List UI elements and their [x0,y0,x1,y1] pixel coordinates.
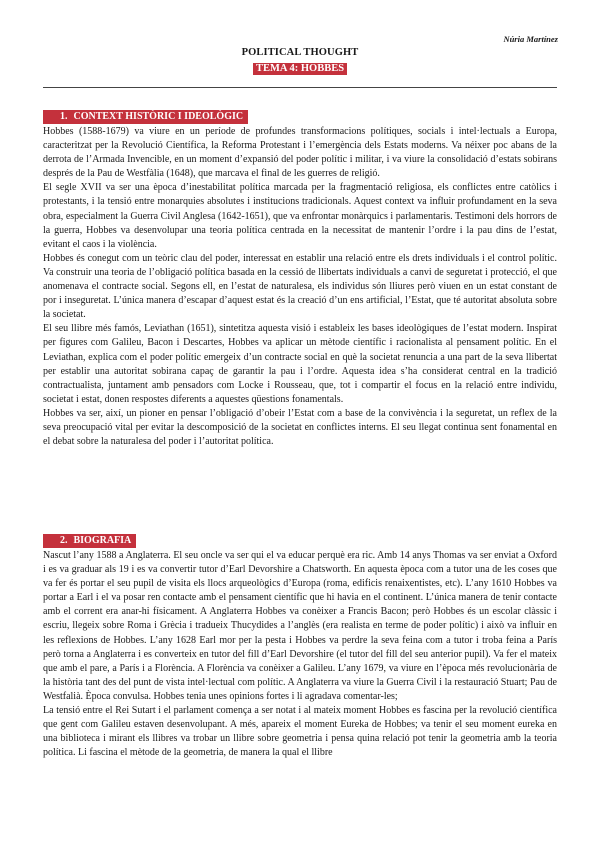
section-number: 2. [60,535,68,546]
header-divider [43,87,557,88]
document-header [0,47,600,76]
document-title: POLITICAL THOUGHT [241,47,359,58]
paragraph: Hobbes és conegut com un teòric clau del poder, interessat en establir una relació entre els drets individuals i el control polític. Va construir una teoria de l’obligació política basada en la cessió de llibertats individuals a canvi de seguretat i protecció, el que anomenava el contracte social. Segons ell, en l’estat de naturalesa, els individus són lliures però viuen en un estat constant de por i inseguretat. L’única manera d’escapar d’aquest estat és la creació d’un ens artificial, l’Estat, que té autoritat absoluta sobre la societat. [43,252,557,321]
author-name: Núria Martínez [503,34,558,44]
section-heading [43,534,136,548]
paragraph: Hobbes va ser, així, un pioner en pensar l’obligació d’obeir l’Estat com a base de la convivència i la seguretat, un reflex de la seva preocupació vital per evitar la descomposició de la societat en conflictes interns. El seu llegat continua sent fonamental en el debat sobre la naturalesa del poder i l’autoritat política. [43,407,557,448]
section-number: 1. [60,111,68,122]
section-title: BIOGRAFIA [73,535,132,546]
paragraph: Hobbes (1588-1679) va viure en un període de profundes transformacions polítiques, socials i intel·lectuals a Europa, caracteritzat per la Revolució Científica, la Reforma Protestant i l’emergència dels Estats moderns. Va néixer poc abans de la derrota de l’Armada Invencible, en un moment d’expansió del poder polític i militar, i va viure la consolidació d’estats sobirans després de la Pau de Westfàlia (1648), que marcava el final de les guerres de religió. [43,126,557,180]
paragraph: Nascut l’any 1588 a Anglaterra. El seu oncle va ser qui el va educar perquè era ric. Amb 14 anys Thomas va ser enviat a Oxford i es va graduar als 19 i es va convertir tutor d’Earl Devorshire a Chatsworth. En aquesta època com a tutor una de les coses que va fer és portar el seu pupil de visita els llocs arqueològics d’Europa (roma, edificis renaixentistes, etc). L’any 1610 Hobbes va portar a Earl i el va posar ren contacte amb el pensament científic que hi havia en el continent. L’única manera de tenir contacte amb el corrent era anar-hi físicament. A Anglaterra Hobbes va conèixer a Francis Bacon; però Hobbes és un escolar clàssic i escriu, llegeix sobre Roma i Grècia i tradueix Thucydides a l’anglès (era realista en terme de poder polític) i això va influir en les reflexions de Hobbes. L’any 1628 Earl mor per la pesta i Hobbes va perdre la seva feina com a tutor i troba feina a París però torna a Anglaterra i es converteix en tutor del fill d’Earl Devorshire (el tutor del fill del seu anterior pupil). Va fer el mateix que amb el pare, a París i a Florència. A Florència va conèixer a Galileu. L’any 1679, va viure en l’època més revolucionària de la història tant des del punt de vista intel·lectual com polític. A Anglaterra va viure la Guerra Civil i la restauració Stuart; Pau de Westfalià. Època convulsa. Hobbes tenia unes opinions fortes i li agradava comentar-les; [43,550,557,702]
document-subtitle: TEMA 4: HOBBES [253,63,347,75]
paragraph: El segle XVII va ser una època d’inestabilitat política marcada per la fragmentació religiosa, els conflictes entre catòlics i protestants, i la tensió entre monarquies absolutes i institucions tradicionals. Aquest context va influir profundament en la seva obra, especialment la Guerra Civil Anglesa (1642-1651), que va enfrontar monàrquics i parlamentaris. Testimoni dels horrors de la guerra, Hobbes va desenvolupar una teoria política centrada en la necessitat de mantenir l’ordre i la pau dins de l’estat, evitant el caos i la violència. [43,182,557,250]
section-biography [43,530,557,760]
section-heading [43,110,248,124]
paragraph: La tensió entre el Rei Sutart i el parlament comença a ser notat i al mateix moment Hobbes es fascina per la revolució científica que gent com Galileu estaven desenvolupant. A més, apareix el moment Eureka de Hobbes; va tenir el seu moment eureka en una biblioteca i mirant els llibres va trobar un llibre sobre geometria i pensa quina relació pot tenir la geometria amb la teoria política. Li fascina el mètode de la geometria, de manera la qual el llibre [43,705,557,759]
section-context [43,106,557,449]
section-title: CONTEXT HISTÒRIC I IDEOLÒGIC [73,111,244,122]
paragraph: El seu llibre més famós, Leviathan (1651), sintetitza aquesta visió i estableix les bases ideològiques de l’estat modern. Inspirat per figures com Galileu, Bacon i Descartes, Hobbes va aplicar un mètode científic i racionalista al pensament polític. En el Leviathan, explica com el poder polític emergeix d’un contracte social en què la societat renuncia a una part de la seva llibertat per establir una autoritat sobirana capaç de garantir la pau i l’ordre. Aquesta idea s’ha considerat central en la tradició contractualista, juntament amb pensadors com Locke i Rousseau, que, tot i compartir el focus en la relació entre individu, societat i estat, donen respostes diferents a aquestes qüestions fonamentals. [43,323,557,405]
